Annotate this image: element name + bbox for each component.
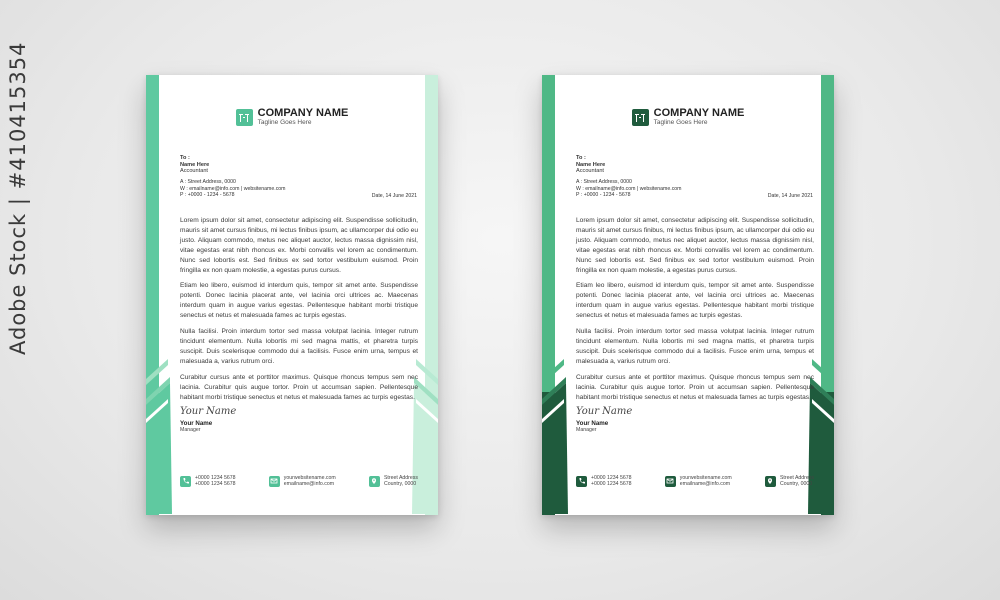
letter-body [576, 216, 814, 408]
footer-phone [180, 475, 236, 488]
to-label: To : [576, 155, 586, 161]
company-header [146, 108, 438, 127]
company-name: COMPANY NAME [257, 107, 349, 119]
company-tagline: Tagline Goes Here [257, 119, 312, 126]
letterhead-dark [542, 75, 834, 515]
left-chevron-decoration [542, 359, 568, 514]
footer-country: Country, 0000 [383, 481, 417, 488]
address-line: A : Street Address, 0000 [576, 179, 632, 185]
footer-street: Street Address [779, 475, 814, 481]
letter-footer [576, 475, 814, 488]
body-paragraph: Curabitur cursus ante et porttitor maximus. Quisque rhoncus tempus sem nec lacinia. Curabitur quis augue tortor. Proin ut accumsan sapien. Pellentesque habitant morbi tristique senectus et netus et malesuada fames ac turpis egestas. [180, 373, 418, 401]
recipient-block [180, 155, 209, 175]
signature-block [576, 406, 632, 434]
footer-phone [576, 475, 632, 488]
footer-address [765, 475, 814, 488]
body-paragraph: Lorem ipsum dolor sit amet, consectetur adipiscing elit. Suspendisse sollicitudin, mauris sit amet cursus finibus, mi lectus finibus ipsum, ac ullamcorper dui odio eu justo. Aliquam commodo, metus nec aliquet auctor, lectus massa dignissim nisl, vitae egestas erat nibh rhoncus ex. Morbi convallis vel lorem ac condimentum. Nunc sed lobortis est. Sed finibus ex sed tortor vestibulum euismod. Proin fringilla ex non quam molestie, a egestas purus cursus. [180, 217, 418, 274]
phone-icon [576, 476, 587, 487]
signer-role: Manager [576, 427, 597, 433]
footer-phone-1: +0000 1234 5678 [591, 475, 632, 481]
recipient-name: Name Here [180, 161, 210, 168]
recipient-title: Accountant [180, 168, 208, 175]
recipient-contact [576, 179, 682, 199]
recipient-block [576, 155, 605, 175]
footer-web [665, 475, 732, 488]
footer-website: yourwebsitename.com [679, 475, 732, 481]
signature-script: Your Name [576, 406, 633, 417]
body-paragraph: Nulla facilisi. Proin interdum tortor sed massa volutpat lacinia. Integer rutrum tincidunt elementum. Nulla lobortis mi sed magna mattis, et pharetra turpis suscipit. Duis scelerisque commodo dui a facilisis. Fusce enim urna, tempus et malesuada a, varius rutrum orci. [576, 328, 814, 365]
phone-line: P : +0000 - 1234 - 5678 [576, 192, 631, 199]
footer-country: Country, 0000 [779, 481, 813, 488]
signature-block [180, 406, 236, 434]
web-line: W : emailname@info.com | websitename.com [576, 185, 682, 192]
recipient-title: Accountant [576, 168, 604, 175]
footer-web [269, 475, 336, 488]
footer-street: Street Address [383, 475, 418, 481]
mail-icon [269, 476, 280, 487]
company-logo-icon [236, 109, 253, 126]
body-paragraph: Lorem ipsum dolor sit amet, consectetur adipiscing elit. Suspendisse sollicitudin, mauris sit amet cursus finibus, mi lectus finibus ipsum, ac ullamcorper dui odio eu justo. Aliquam commodo, metus nec aliquet auctor, lectus massa dignissim nisl, vitae egestas erat nibh rhoncus ex. Morbi convallis vel lorem ac condimentum. Nunc sed lobortis est. Sed finibus ex sed tortor vestibulum euismod. Proin fringilla ex non quam molestie, a egestas purus cursus. [576, 217, 814, 274]
letter-date: Date, 14 June 2021 [767, 193, 813, 199]
to-label: To : [180, 155, 190, 161]
footer-phone-2: +0000 1234 5678 [591, 481, 632, 488]
signature-script: Your Name [180, 406, 237, 417]
signer-name: Your Name [576, 420, 609, 427]
footer-website: yourwebsitename.com [283, 475, 336, 481]
phone-icon [180, 476, 191, 487]
letter-date: Date, 14 June 2021 [371, 193, 417, 199]
body-paragraph: Etiam leo libero, euismod id interdum quis, tempor sit amet ante. Suspendisse potenti. Donec lacinia placerat ante, vel lacinia orci ultrices ac. Maecenas interdum quam in augue varius egestas. Pellentesque habitant morbi tristique senectus et netus et malesuada fames ac turpis egestas. [576, 282, 814, 320]
body-paragraph: Nulla facilisi. Proin interdum tortor sed massa volutpat lacinia. Integer rutrum tincidunt elementum. Nulla lobortis mi sed magna mattis, et pharetra turpis suscipit. Duis scelerisque commodo dui a facilisis. Fusce enim urna, tempus et malesuada a, varius rutrum orci. [180, 328, 418, 365]
company-name: COMPANY NAME [653, 107, 745, 119]
stock-id-watermark: Adobe Stock | #410415354 [6, 41, 30, 355]
footer-address [369, 475, 418, 488]
letterhead-light [146, 75, 438, 515]
mail-icon [665, 476, 676, 487]
web-line: W : emailname@info.com | websitename.com [180, 185, 286, 192]
company-header [542, 108, 834, 127]
recipient-name: Name Here [576, 161, 606, 168]
signer-role: Manager [180, 427, 201, 433]
company-logo-icon [632, 109, 649, 126]
signer-name: Your Name [180, 420, 213, 427]
company-tagline: Tagline Goes Here [653, 119, 708, 126]
location-pin-icon [765, 476, 776, 487]
footer-email: emailname@info.com [679, 481, 731, 488]
letter-body [180, 216, 418, 408]
body-paragraph: Etiam leo libero, euismod id interdum quis, tempor sit amet ante. Suspendisse potenti. Donec lacinia placerat ante, vel lacinia orci ultrices ac. Maecenas interdum quam in augue varius egestas. Pellentesque habitant morbi tristique senectus et netus et malesuada fames ac turpis egestas. [180, 282, 418, 320]
body-paragraph: Curabitur cursus ante et porttitor maximus. Quisque rhoncus tempus sem nec lacinia. Curabitur quis augue tortor. Proin ut accumsan sapien. Pellentesque habitant morbi tristique senectus et netus et malesuada fames ac turpis egestas. [576, 373, 814, 401]
phone-line: P : +0000 - 1234 - 5678 [180, 192, 235, 199]
footer-phone-2: +0000 1234 5678 [195, 481, 236, 488]
letter-footer [180, 475, 418, 488]
left-chevron-decoration [146, 359, 172, 514]
footer-phone-1: +0000 1234 5678 [195, 475, 236, 481]
address-line: A : Street Address, 0000 [180, 179, 236, 185]
recipient-contact [180, 179, 286, 199]
footer-email: emailname@info.com [283, 481, 335, 488]
location-pin-icon [369, 476, 380, 487]
